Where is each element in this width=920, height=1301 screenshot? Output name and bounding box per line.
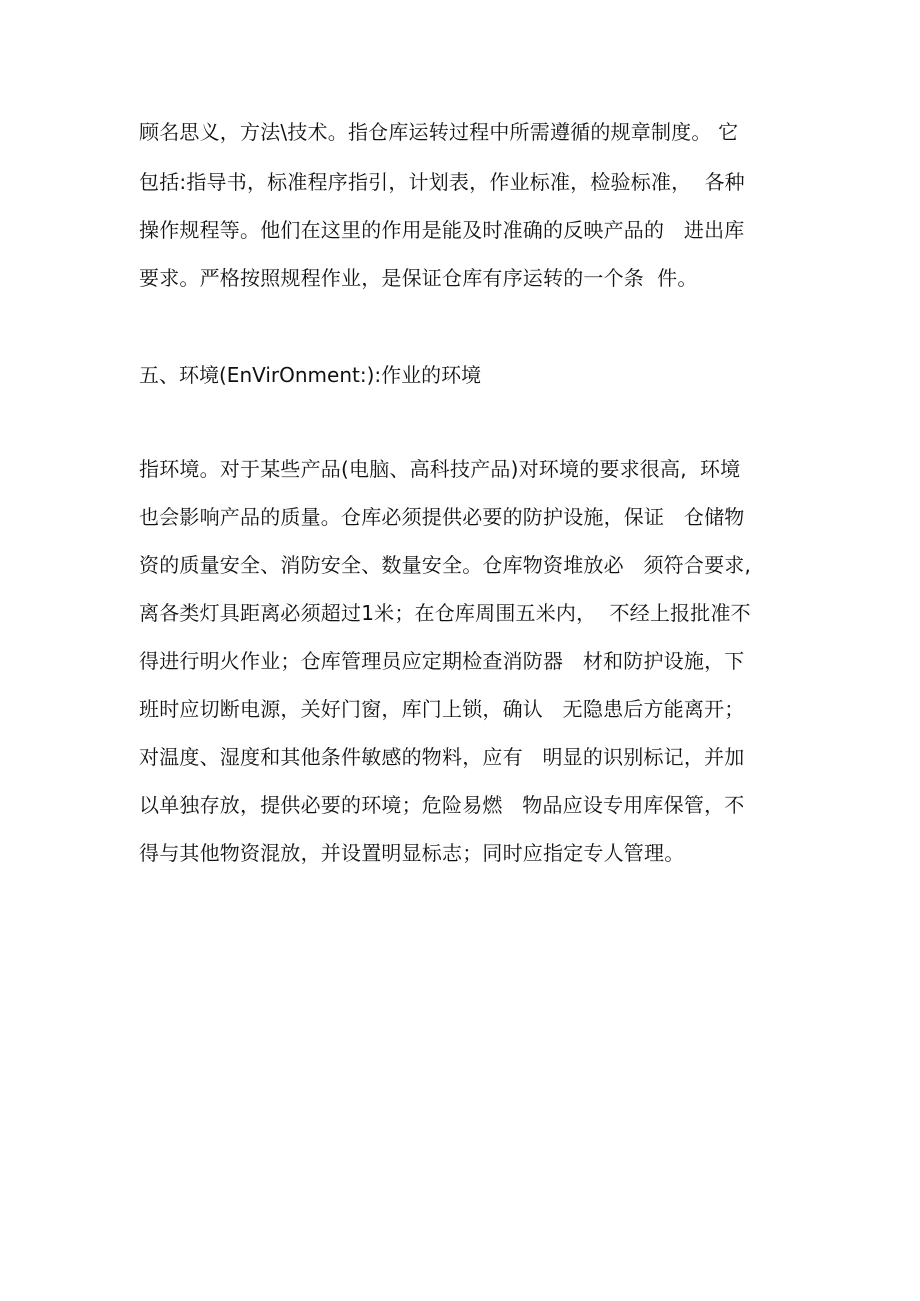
paragraph1-line-4: 要求。严格按照规程作业，是保证仓库有序运转的一个条 件。 [139,266,698,290]
paragraph1-line-2: 包括:指导书，标准程序指引，计划表，作业标准，检验标准， 各种 [139,170,745,194]
paragraph2-line-8: 以单独存放，提供必要的环境；危险易燃 物品应设专用库保管，不 [139,793,745,817]
section-heading: 五、环境(EnVirOnment:):作业的环境 [139,363,482,387]
paragraph2-line-2: 也会影响产品的质量。仓库必须提供必要的防护设施，保证 仓储物 [139,505,745,529]
paragraph2-line-6: 班时应切断电源，关好门窗，库门上锁，确认 无隐患后方能离开； [139,697,745,721]
paragraph2-line-3: 资的质量安全、消防安全、数量安全。仓库物资堆放必 须符合要求, [139,553,752,577]
paragraph2-line-1: 指环境。对于某些产品(电脑、高科技产品)对环境的要求很高, 环境 [139,457,741,481]
paragraph1-line-1: 顾名思义，方法\技术。指仓库运转过程中所需遵循的规章制度。 它 [139,120,739,144]
paragraph1-line-3: 操作规程等。他们在这里的作用是能及时准确的反映产品的 进出库 [139,218,745,242]
paragraph2-line-4: 离各类灯具距离必须超过1米；在仓库周围五米内， 不经上报批准不 [139,601,751,625]
paragraph2-line-5: 得进行明火作业；仓库管理员应定期检查消防器 材和防护设施，下 [139,649,745,673]
paragraph2-line-7: 对温度、湿度和其他条件敏感的物料，应有 明显的识别标记，并加 [139,745,745,769]
paragraph2-line-9: 得与其他物资混放，并设置明显标志；同时应指定专人管理。 [139,841,685,865]
